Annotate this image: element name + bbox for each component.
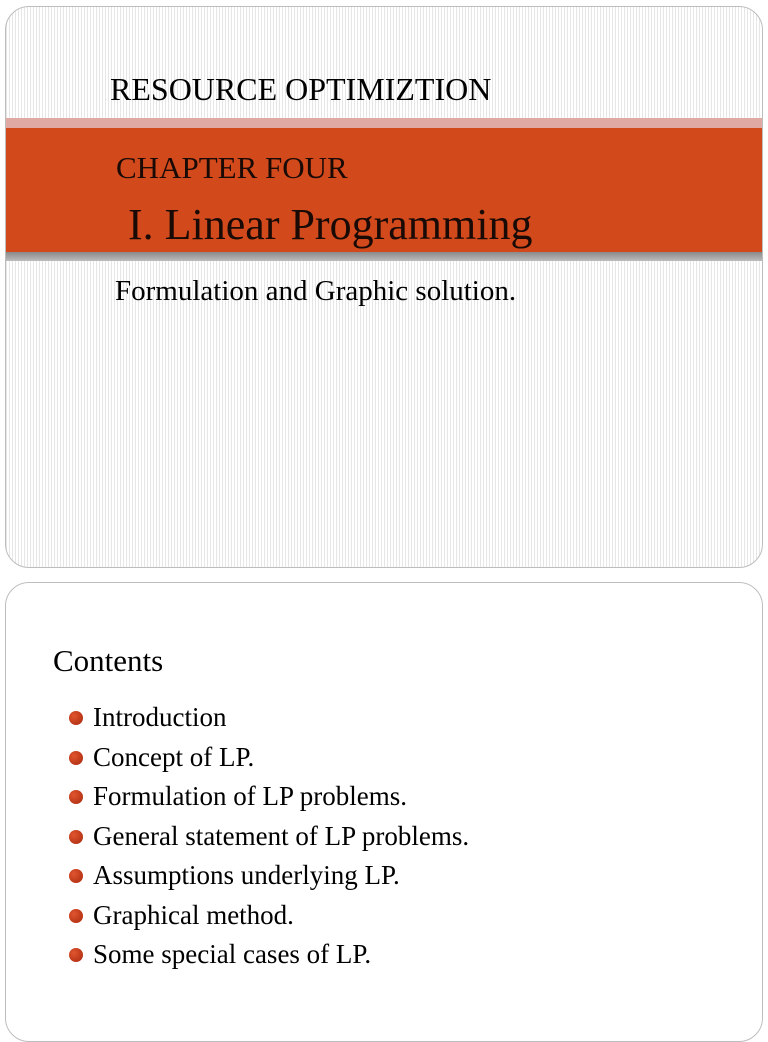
list-item-text: General statement of LP problems. — [93, 820, 470, 851]
list-item — [68, 901, 469, 941]
list-item — [68, 743, 469, 783]
list-item-text: Formulation of LP problems. — [93, 781, 407, 811]
list-item — [68, 861, 469, 901]
contents-list — [68, 703, 469, 980]
accent-band — [6, 118, 762, 128]
list-item — [68, 703, 469, 743]
chapter-label: CHAPTER FOUR — [116, 150, 348, 185]
slide-title: I. Linear Programming — [128, 200, 533, 249]
list-item — [68, 940, 469, 980]
bullet-icon — [69, 790, 83, 804]
list-item-text: Concept of LP. — [93, 741, 255, 772]
bullet-icon — [69, 751, 83, 765]
bullet-icon — [69, 711, 83, 725]
contents-heading: Contents — [53, 643, 164, 678]
bullet-icon — [69, 830, 83, 844]
course-title: RESOURCE OPTIMIZTION — [110, 71, 492, 107]
list-item — [68, 782, 469, 822]
list-item-text: Assumptions underlying LP. — [93, 860, 400, 890]
list-item-text: Graphical method. — [93, 899, 294, 930]
bullet-icon — [69, 948, 83, 962]
slide-subtitle: Formulation and Graphic solution. — [115, 275, 517, 307]
list-item-text: Some special cases of LP. — [93, 939, 372, 969]
bullet-icon — [69, 909, 83, 923]
contents-slide — [5, 582, 763, 1042]
title-band-shadow — [6, 252, 762, 261]
bullet-icon — [69, 869, 83, 883]
title-slide — [5, 6, 763, 568]
list-item-text: Introduction — [93, 702, 227, 732]
list-item — [68, 822, 469, 862]
